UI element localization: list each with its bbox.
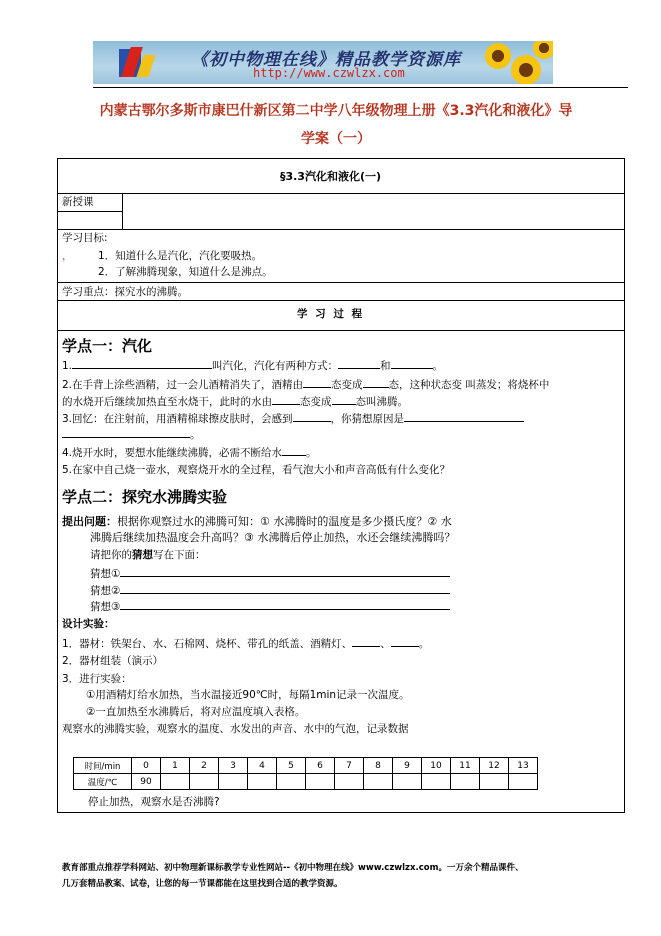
- table-cell[interactable]: [393, 774, 422, 790]
- answer-blank[interactable]: [72, 358, 212, 369]
- table-cell[interactable]: [364, 774, 393, 790]
- answer-blank[interactable]: [293, 411, 331, 422]
- process-title: 学 习 过 程: [297, 308, 364, 320]
- answer-blank[interactable]: [352, 636, 380, 647]
- document-title-line1: 内蒙古鄂尔多斯市康巴什新区第二中学八年级物理上册《3.3汽化和液化》导: [99, 103, 573, 119]
- stop-heating-line: 停止加热，观察水是否沸腾?: [88, 796, 220, 808]
- table-cell: 10: [422, 758, 451, 774]
- banner-url: http://www.czwlzx.com: [253, 66, 405, 80]
- footer-line1: 教育部重点推荐学科网站、初中物理新课标教学专业性网站--《初中物理在线》www.czwlzx.com。一万余个精品课件、: [62, 863, 524, 873]
- question-4: 4.烧开水时，要想水能继续沸腾，必需不断给水 。: [62, 447, 317, 459]
- divider: [57, 211, 123, 212]
- answer-blank[interactable]: [363, 377, 389, 388]
- divider: [57, 229, 625, 230]
- table-cell: 1: [161, 758, 190, 774]
- divider: [57, 282, 625, 283]
- answer-blank[interactable]: [338, 358, 380, 369]
- header-banner: [93, 41, 553, 84]
- divider: [57, 193, 625, 194]
- table-cell: 7: [335, 758, 364, 774]
- lesson-type: 新授课: [62, 196, 94, 208]
- answer-blank[interactable]: [404, 411, 524, 422]
- guess-1: 猜想①: [90, 566, 450, 581]
- question-2-line2: 的水烧开后继续加热直至水烧干，此时的水由 态变成 态叫沸腾。: [62, 396, 408, 408]
- table-row: [74, 774, 538, 790]
- table-row: [74, 758, 538, 774]
- question-1: 1. 叫汽化，汽化有两种方式： 和 。: [62, 360, 444, 372]
- data-table: [73, 757, 538, 790]
- table-cell: 4: [248, 758, 277, 774]
- question-3: 3.回忆：在注射前，用酒精棉球擦皮肤时，会感到 ，你猜想原因是: [62, 411, 524, 426]
- table-header-time: 时间/min: [74, 758, 132, 774]
- sunflower-icon: [485, 43, 511, 69]
- answer-blank[interactable]: [120, 583, 450, 594]
- divider: [57, 330, 625, 331]
- table-cell: 9: [393, 758, 422, 774]
- point1-heading: 学点一：汽化: [62, 337, 153, 355]
- point2-heading: 学点二：探究水沸腾实验: [62, 488, 228, 506]
- answer-blank[interactable]: [391, 358, 433, 369]
- table-header-temp: 温度/℃: [74, 774, 132, 790]
- table-cell[interactable]: [509, 774, 538, 790]
- answer-blank[interactable]: [282, 445, 306, 456]
- observe-line: 观察水的沸腾实验，观察水的温度、水发出的声音、水中的气泡，记录数据: [62, 723, 409, 735]
- step-2: ②一直加热至水沸腾后，将对应温度填入表格。: [86, 706, 306, 718]
- table-cell[interactable]: [335, 774, 364, 790]
- step-1: ①用酒精灯给水加热，当水温接近90℃时，每隔1min记录一次温度。: [86, 689, 410, 701]
- table-cell: 5: [277, 758, 306, 774]
- section-title: §3.3汽化和液化(一): [279, 170, 382, 183]
- table-cell: 13: [509, 758, 538, 774]
- table-cell[interactable]: [277, 774, 306, 790]
- answer-blank[interactable]: [332, 394, 356, 405]
- table-cell: 8: [364, 758, 393, 774]
- conduct-line: 3．进行实验：: [62, 673, 132, 685]
- table-cell: 6: [306, 758, 335, 774]
- table-cell: 2: [190, 758, 219, 774]
- table-cell[interactable]: [190, 774, 219, 790]
- objectives-label: 学习目标:: [62, 232, 108, 244]
- guess-3: 猜想③: [90, 599, 450, 614]
- banner-title: 《初中物理在线》精品教学资源库: [191, 50, 461, 70]
- objective-item: 2．了解沸腾现象，知道什么是沸点。: [98, 266, 273, 278]
- table-cell: 3: [219, 758, 248, 774]
- equipment-line: 1．器材：铁架台、水、石棉网、烧杯、带孔的纸盖、酒精灯、 、 。: [62, 638, 430, 650]
- sunflower-icon: [511, 55, 541, 84]
- table-cell[interactable]: [248, 774, 277, 790]
- table-cell[interactable]: [451, 774, 480, 790]
- assemble-line: 2．器材组装（演示）: [62, 655, 164, 667]
- key-point: 学习重点：探究水的沸腾。: [62, 286, 188, 298]
- question-3-cont: 。: [62, 427, 201, 442]
- document-title-line2: 学案（一）: [301, 131, 371, 147]
- answer-blank[interactable]: [120, 566, 450, 577]
- table-cell[interactable]: [161, 774, 190, 790]
- divider: [57, 300, 625, 301]
- sunflower-icon: [533, 41, 553, 59]
- question-2-line1: 2.在手背上涂些酒精，过一会儿酒精消失了，酒精由 态变成 态，这种状态变 叫蒸发；将烧杯中: [62, 379, 550, 391]
- table-cell[interactable]: [480, 774, 509, 790]
- header-rule: [93, 87, 628, 88]
- footer-line2: 几万套精品教案、试卷，让您的每一节课都能在这里找到合适的教学资源。: [62, 879, 343, 889]
- table-cell[interactable]: [306, 774, 335, 790]
- answer-blank[interactable]: [303, 377, 331, 388]
- design-label: 设计实验：: [62, 618, 115, 630]
- question-5: 5.在家中自己烧一壶水，观察烧开水的全过程，看气泡大小和声音高低有什么变化？: [62, 464, 451, 476]
- table-cell: 11: [451, 758, 480, 774]
- page-footer: [62, 860, 622, 892]
- table-cell: 12: [480, 758, 509, 774]
- objective-item: 1．知道什么是汽化，汽化要吸热。: [98, 250, 263, 262]
- objectives-bullet: ，: [62, 250, 73, 262]
- guess-prompt: 请把你的猜想写在下面：: [90, 549, 206, 561]
- answer-blank[interactable]: [272, 394, 300, 405]
- question-intro-line2: 沸腾后继续加热温度会升高吗？③ 水沸腾后停止加热，水还会继续沸腾吗？: [90, 531, 456, 544]
- table-cell[interactable]: [422, 774, 451, 790]
- answer-blank[interactable]: [62, 427, 190, 438]
- question-intro: 提出问题：根据你观察过水的沸腾可知：① 水沸腾时的温度是多少摄氏度？② 水: [62, 515, 452, 528]
- table-cell: 0: [132, 758, 161, 774]
- document-title: [58, 97, 614, 153]
- table-cell[interactable]: 90: [132, 774, 161, 790]
- table-cell[interactable]: [219, 774, 248, 790]
- answer-blank[interactable]: [120, 599, 450, 610]
- answer-blank[interactable]: [391, 636, 419, 647]
- guess-2: 猜想②: [90, 583, 450, 598]
